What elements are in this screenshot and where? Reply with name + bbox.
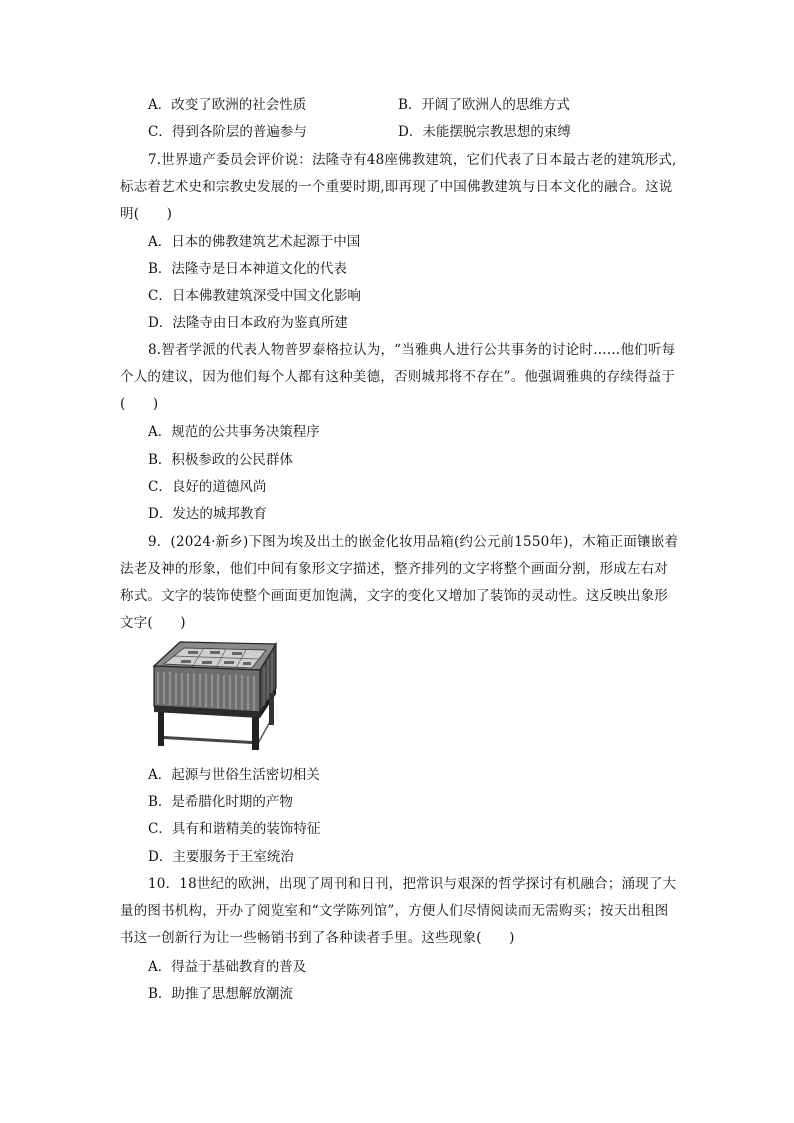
q10-option-b: B．助推了思想解放潮流 xyxy=(148,986,293,1002)
q8-option-a: A．规范的公共事务决策程序 xyxy=(148,424,320,440)
q7-stem: 7.世界遗产委员会评价说：法隆寺有48座佛教建筑，它们代表了日本最古老的建筑形式,标志着艺术史和宗教史发展的一个重要时期,即再现了中国佛教建筑与日本文化的融合。这说明( ) xyxy=(120,152,677,222)
q8-option-c: C．良好的道德风尚 xyxy=(148,479,267,495)
q8-option-b: B．积极参政的公民群体 xyxy=(148,452,293,468)
q7-option-b: B．法隆寺是日本神道文化的代表 xyxy=(148,261,347,277)
q8-option-d: D．发达的城邦教育 xyxy=(148,506,267,522)
cosmetics-box-illustration xyxy=(148,640,278,752)
q9-option-d: D．主要服务于王室统治 xyxy=(148,849,294,865)
q6-option-c: C．得到各阶层的普遍参与 xyxy=(148,124,307,140)
q6-option-a: A．改变了欧洲的社会性质 xyxy=(148,97,307,113)
q10-stem: 10．18世纪的欧洲，出现了周刊和日刊，把常识与艰深的哲学探讨有机融合；涌现了大量的图书机构，开办了阅览室和“文学陈列馆”，方便人们尽情阅读而无需购买；按天出租图书这一创新行为让一些畅销书到了各种读者手里。这些现象( ) xyxy=(120,876,677,946)
cosmetics-box-image xyxy=(148,640,278,752)
q9-option-a: A．起源与世俗生活密切相关 xyxy=(148,767,320,783)
q9-option-b: B．是希腊化时期的产物 xyxy=(148,794,293,810)
q9-option-c: C．具有和谐精美的装饰特征 xyxy=(148,821,321,837)
q10-option-a: A．得益于基础教育的普及 xyxy=(148,959,307,975)
q8-stem: 8.智者学派的代表人物普罗泰格拉认为，“当雅典人进行公共事务的讨论时……他们听每个人的建议，因为他们每个人都有这种美德，否则城邦将不存在”。他强调雅典的存续得益于( ) xyxy=(120,342,676,412)
q6-option-b: B．开阔了欧洲人的思维方式 xyxy=(398,97,570,113)
q7-option-d: D．法隆寺由日本政府为鉴真所建 xyxy=(148,315,348,331)
q9-stem: 9．(2024·新乡)下图为埃及出土的嵌金化妆用品箱(约公元前1550年)，木箱正面镶嵌着法老及神的形象，他们中间有象形文字描述，整齐排列的文字将整个画面分割，形成左右对称式。文字的装饰使整个画面更加饱满，文字的变化又增加了装饰的灵动性。这反映出象形文字( ) xyxy=(120,534,679,631)
q7-option-a: A．日本的佛教建筑艺术起源于中国 xyxy=(148,234,361,250)
q6-option-d: D．未能摆脱宗教思想的束缚 xyxy=(398,124,571,140)
q7-option-c: C．日本佛教建筑深受中国文化影响 xyxy=(148,288,361,304)
